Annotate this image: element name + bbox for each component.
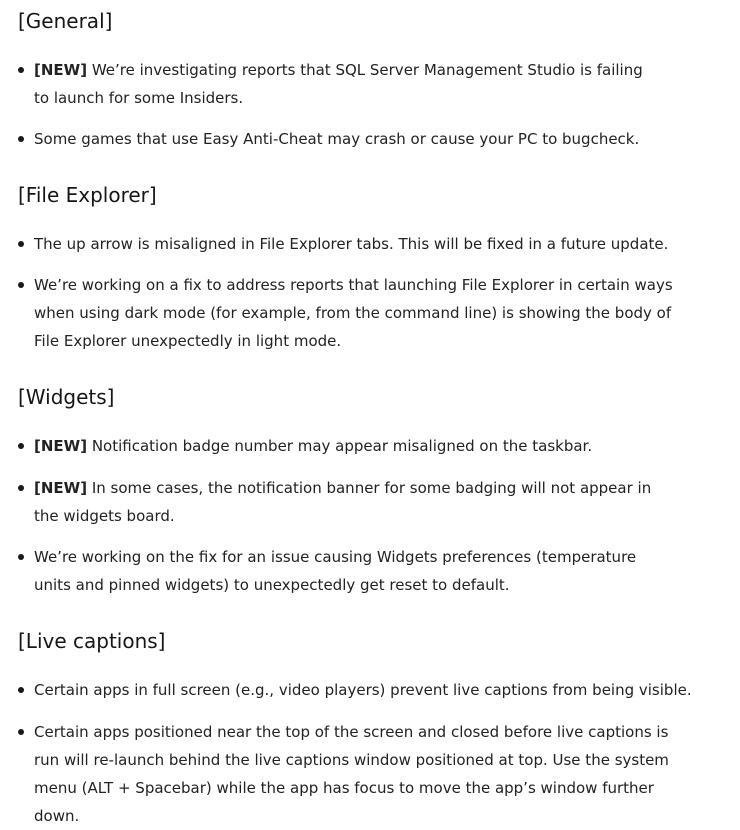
list-item xyxy=(34,432,724,460)
list-item xyxy=(34,125,724,153)
section-heading-file-explorer: [File Explorer] xyxy=(18,183,157,207)
section-heading-live-captions: [Live captions] xyxy=(18,629,166,653)
item-text: We’re investigating reports that SQL Server Management Studio is failing to launch for some Insiders. xyxy=(34,61,643,107)
list-item xyxy=(34,474,664,530)
list-item xyxy=(34,543,664,599)
item-text: Some games that use Easy Anti-Cheat may crash or cause your PC to bugcheck. xyxy=(34,130,640,148)
bullet-icon xyxy=(18,729,24,735)
list-item xyxy=(34,676,724,704)
item-text: Certain apps positioned near the top of the screen and closed before live captions is run will re-launch behind the live captions window positioned at top. Use the system menu (ALT + Spacebar) while the app has focus to move the app’s window further down. xyxy=(34,723,669,825)
list-item xyxy=(34,56,644,112)
bullet-icon xyxy=(18,485,24,491)
bullet-icon xyxy=(18,67,24,73)
item-text: The up arrow is misaligned in File Explorer tabs. This will be fixed in a future update. xyxy=(34,235,669,253)
bullet-icon xyxy=(18,443,24,449)
list-item xyxy=(34,718,684,830)
section-heading-widgets: [Widgets] xyxy=(18,385,115,409)
section-heading-general: [General] xyxy=(18,9,113,33)
bullet-icon xyxy=(18,554,24,560)
bullet-icon xyxy=(18,687,24,693)
item-text: We’re working on a fix to address reports that launching File Explorer in certain ways when using dark mode (for example, from the command line) is showing the body of File Explorer unexpectedly in light mode. xyxy=(34,276,673,350)
new-tag: [NEW] xyxy=(34,61,88,79)
list-item xyxy=(34,230,724,258)
bullet-icon xyxy=(18,282,24,288)
bullet-icon xyxy=(18,241,24,247)
new-tag: [NEW] xyxy=(34,437,88,455)
item-text: Certain apps in full screen (e.g., video players) prevent live captions from being visible. xyxy=(34,681,692,699)
bullet-icon xyxy=(18,136,24,142)
item-text: In some cases, the notification banner for some badging will not appear in the widgets board. xyxy=(34,479,652,525)
item-text: We’re working on the fix for an issue causing Widgets preferences (temperature units and pinned widgets) to unexpectedly get reset to default. xyxy=(34,548,637,594)
list-item xyxy=(34,271,684,355)
item-text: Notification badge number may appear misaligned on the taskbar. xyxy=(87,437,593,455)
new-tag: [NEW] xyxy=(34,479,88,497)
